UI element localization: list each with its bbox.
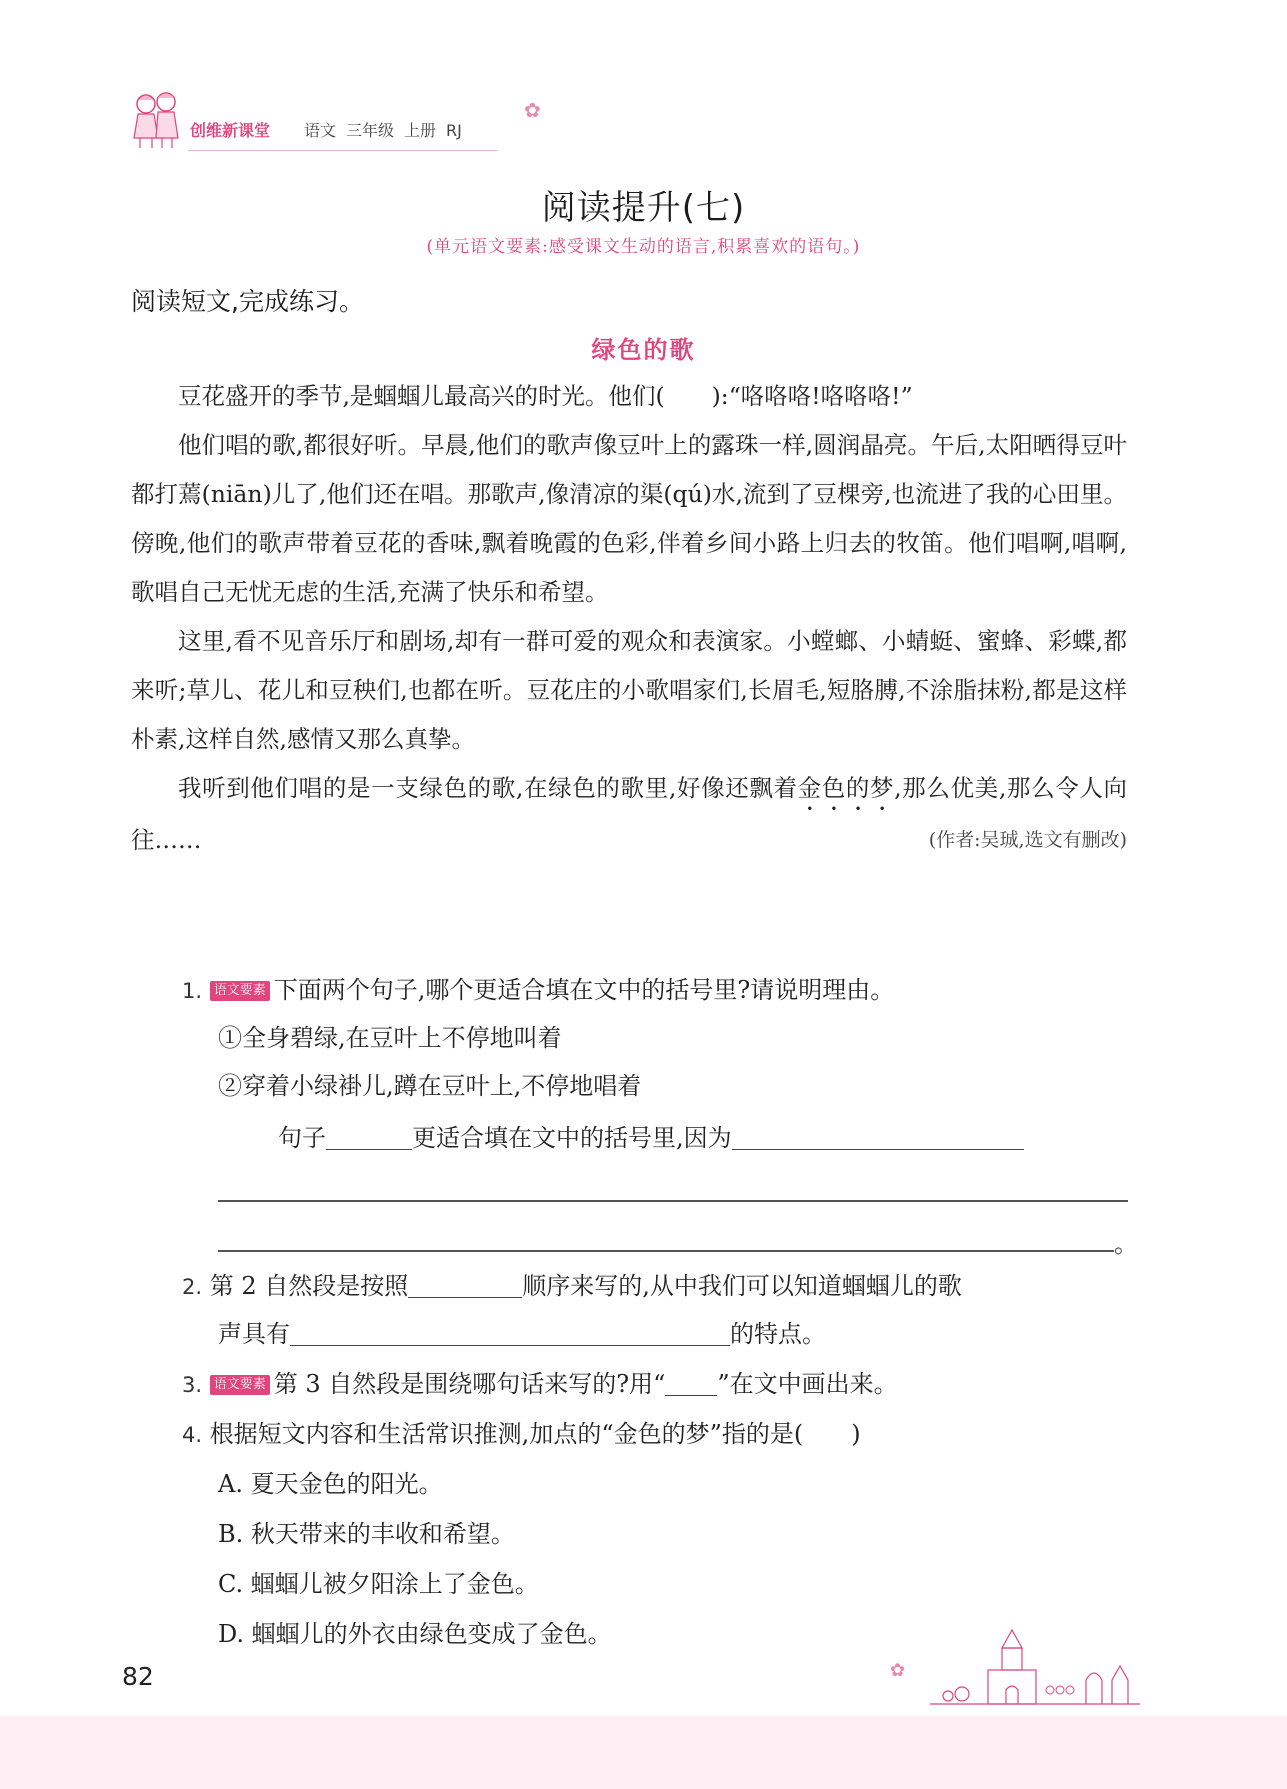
question-2: 2. 第 2 自然段是按照 顺序来写的,从中我们可以知道蝈蝈儿的歌 [182,1272,962,1300]
blank-field[interactable] [732,1123,1024,1149]
header-divider [188,150,498,151]
brand-name: 创维新课堂 [190,121,271,140]
blank-field[interactable] [290,1319,730,1345]
svg-text:✿: ✿ [890,1660,906,1681]
attribution: (作者:吴珹,选文有删改) [928,829,1127,851]
instruction: 阅读短文,完成练习。 [131,287,364,316]
flower-icon: ✿ [524,98,541,122]
blank-field[interactable] [326,1123,412,1149]
girls-illustration-icon [126,88,188,150]
underline-sample [665,1369,717,1395]
q4-option-c[interactable]: C. 蝈蝈儿被夕阳涂上了金色。 [218,1570,539,1598]
paragraph-3: 这里,看不见音乐厅和剧场,却有一群可爱的观众和表演家。小螳螂、小蜻蜓、蜜蜂、彩蝶,都来听;草儿、花儿和豆秧们,也都在听。豆花庄的小歌唱家们,长眉毛,短胳膊,不涂脂抹粉,都是这样朴素,这样自然,感情又那么真挚。 [131,627,1127,753]
tag-badge: 语文要素 [210,981,270,1001]
question-1: 1. 语文要素 下面两个句子,哪个更适合填在文中的括号里?请说明理由。 [182,976,895,1004]
passage-title: 绿色的歌 [591,336,696,364]
volume: 上册 [404,121,437,140]
question-4: 4. 根据短文内容和生活常识推测,加点的“金色的梦”指的是( ) [182,1420,861,1448]
tag-badge: 语文要素 [210,1375,270,1395]
question-3: 3. 语文要素 第 3 自然段是围绕哪句话来写的?用“ ”在文中画出来。 [182,1370,898,1398]
paragraph-2: 他们唱的歌,都很好听。早晨,他们的歌声像豆叶上的露珠一样,圆润晶亮。午后,太阳晒得豆叶都打蔫(niān)儿了,他们还在唱。那歌声,像清凉的渠(qú)水,流到了豆棵旁,也流进了我的心田里。傍晚,他们的歌声带着豆花的香味,飘着晚霞的色彩,伴着乡间小路上归去的牧笛。他们唱啊,唱啊,歌唱自己无忧无虑的生活,充满了快乐和希望。 [131,431,1127,606]
answer-line[interactable] [218,1200,1128,1202]
castle-decoration-icon [890,1618,1170,1718]
edition: RJ [446,121,462,140]
book-info [304,118,472,141]
q1-option-2: ②穿着小绿褂儿,蹲在豆叶上,不停地唱着 [218,1072,642,1100]
page-number: 82 [122,1662,154,1691]
answer-line[interactable] [218,1250,1114,1252]
question-2-cont: 声具有 的特点。 [218,1320,826,1348]
paragraph-1: 豆花盛开的季节,是蝈蝈儿最高兴的时光。他们( ):“咯咯咯!咯咯咯!” [178,382,913,410]
passage [131,372,1127,865]
q4-option-a[interactable]: A. 夏天金色的阳光。 [218,1470,443,1498]
dotted-phrase: 金色的梦 [797,774,895,802]
paragraph-4: 我听到他们唱的是一支绿色的歌,在绿色的歌里,好像还飘着金色的梦,那么优美,那么令人向往…… (作者:吴珹,选文有删改) [131,764,1127,865]
q1-answer-line: 句子 更适合填在文中的括号里,因为 [278,1118,1024,1153]
unit-requirement: (单元语文要素:感受课文生动的语言,积累喜欢的语句。) [426,237,861,257]
q4-option-b[interactable]: B. 秋天带来的丰收和希望。 [218,1520,515,1548]
q1-end-period: 。 [1114,1230,1138,1258]
grade: 三年级 [346,121,395,140]
page-header [126,88,526,158]
q1-option-1: ①全身碧绿,在豆叶上不停地叫着 [218,1024,562,1052]
footer-band [0,1716,1287,1789]
subject: 语文 [304,121,337,140]
blank-field[interactable] [408,1271,522,1297]
page-title: 阅读提升(七) [541,188,746,228]
q4-option-d[interactable]: D. 蝈蝈儿的外衣由绿色变成了金色。 [218,1620,612,1648]
